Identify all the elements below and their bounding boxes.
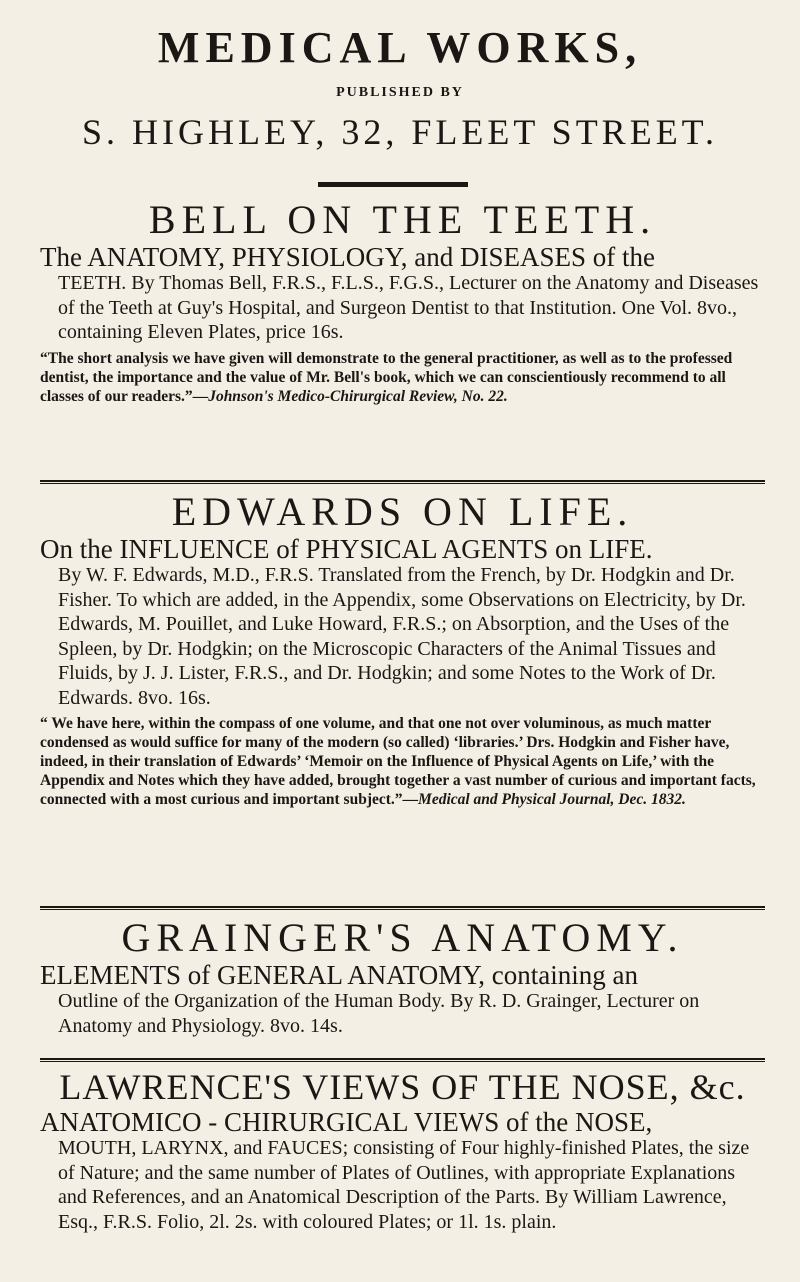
section-heading: BELL ON THE TEETH. — [148, 197, 657, 242]
section-lead: On the INFLUENCE of PHYSICAL AGENTS on LIFE. — [40, 534, 653, 564]
section-body: By W. F. Edwards, M.D., F.R.S. Translated from the French, by Dr. Hodgkin and Dr. Fisher. To which are added, in the Appendix, some Observations on Electricity, by Dr. Edwards, M. Pouillet, and Luke Howard, F.R.S.; on Absorption, and the Uses of the Spleen, by Dr. Hodgkin; on the Microscopic Characters of the Animal Tissues and Fluids, by J. J. Lister, F.R.S., and Dr. Hodgkin; and some Notes to the Work of Dr. Edwards. 8vo. 16s. — [58, 564, 746, 709]
section-lead: ANATOMICO - CHIRURGICAL VIEWS of the NOSE, — [40, 1107, 653, 1137]
quote-source: Medical and Physical Journal, Dec. 1832. — [418, 791, 686, 809]
section-divider — [40, 906, 765, 910]
section-bell-teeth — [40, 196, 765, 406]
section-lead: ELEMENTS of GENERAL ANATOMY, containing an — [40, 960, 638, 990]
quote-text: “ We have here, within the compass of one volume, and that one not over voluminous, as much matter condensed as would suffice for many of the modern (so called) ‘libraries.’ Drs. Hodgkin and Fisher have, indeed, in their translation of Edwards’ ‘Memoir on the Influence of Physical Agents on Life,’ with the Appendix and Notes which they have added, brought together a vast number of curious and important facts, connected with a most curious and important subject.”— — [40, 715, 756, 809]
section-lead: The ANATOMY, PHYSIOLOGY, and DISEASES of the — [40, 242, 656, 272]
section-heading: LAWRENCE'S VIEWS OF THE NOSE, &c. — [59, 1067, 746, 1107]
page-title: MEDICAL WORKS, — [157, 23, 643, 72]
section-grainger-anatomy — [40, 914, 765, 1038]
section-heading: EDWARDS ON LIFE. — [171, 489, 634, 534]
published-by-label: PUBLISHED BY — [336, 85, 464, 100]
section-body: Outline of the Organization of the Human Body. By R. D. Grainger, Lecturer on Anatomy and Physiology. 8vo. 14s. — [58, 990, 700, 1037]
quote-text: “The short analysis we have given will demonstrate to the general practitioner, as well as to the professed dentist, the importance and the value of Mr. Bell's book, which we can conscientiously recommend to all classes of our readers.”— — [40, 349, 733, 405]
section-heading: GRAINGER'S ANATOMY. — [121, 915, 684, 960]
section-divider — [40, 480, 765, 484]
section-body: TEETH. By Thomas Bell, F.R.S., F.L.S., F.G.S., Lecturer on the Anatomy and Diseases of the Teeth at Guy's Hospital, and Surgeon Dentist to that Institution. One Vol. 8vo., containing Eleven Plates, price 16s. — [58, 272, 759, 344]
review-quote — [40, 714, 765, 809]
section-lawrence-nose — [40, 1066, 765, 1234]
header-divider — [318, 182, 468, 187]
publisher-address: S. HIGHLEY, 32, FLEET STREET. — [82, 112, 718, 152]
review-quote — [40, 349, 765, 406]
section-divider — [40, 1058, 765, 1062]
section-edwards-life — [40, 488, 765, 809]
section-body: MOUTH, LARYNX, and FAUCES; consisting of Four highly-finished Plates, the size of Nature; and the same number of Plates of Outlines, with appropriate Explanations and References, and an Anatomical Description of the Parts. By William Lawrence, Esq., F.R.S. Folio, 2l. 2s. with coloured Plates; or 1l. 1s. plain. — [58, 1137, 750, 1233]
quote-source: Johnson's Medico-Chirurgical Review, No. 22. — [208, 387, 508, 405]
